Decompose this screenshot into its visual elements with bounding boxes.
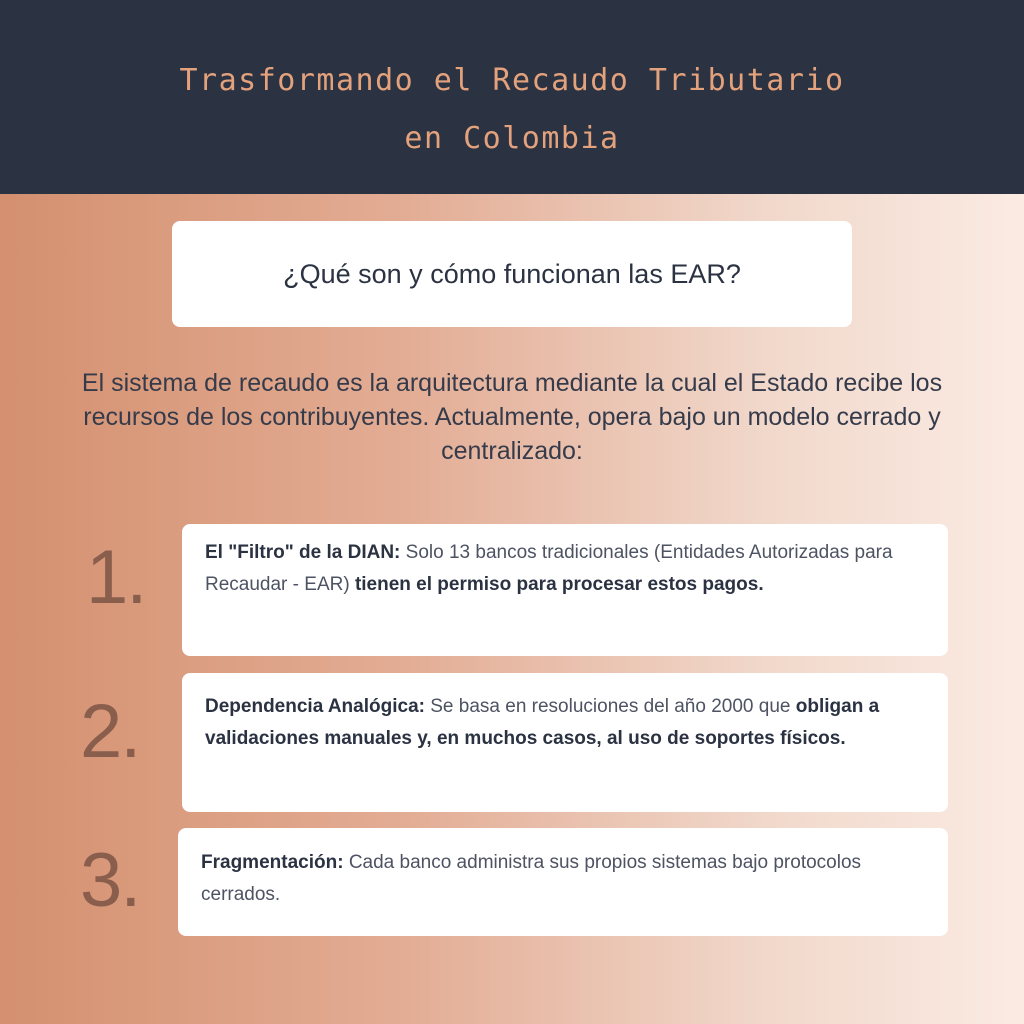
item-label-3: Fragmentación:: [201, 852, 344, 873]
item-number-1: 1.: [86, 535, 146, 620]
intro-paragraph: El sistema de recaudo es la arquitectura mediante la cual el Estado recibe los recursos de los contribuyentes. Actualmente, opera bajo un modelo cerrado y centralizado:: [81, 369, 943, 465]
title-line-2: en Colombia: [404, 121, 620, 156]
item-body-2: Se basa en resoluciones del año 2000 que: [430, 696, 791, 717]
item-number-3: 3.: [80, 838, 140, 923]
item-emphasis-2: obligan a validaciones manuales y, en muchos casos, al uso de soportes físicos.: [205, 696, 880, 749]
list-item-card-2: [182, 673, 948, 812]
subtitle-card: [172, 221, 852, 327]
item-text-2: [205, 691, 908, 755]
item-label-2: Dependencia Analógica:: [205, 696, 425, 717]
item-text-1: [205, 537, 908, 601]
list-item-card-1: [182, 524, 948, 656]
list-item-card-3: [178, 828, 948, 936]
item-label-1: El "Filtro" de la DIAN:: [205, 542, 401, 563]
page-title: [0, 52, 1024, 168]
item-number-2: 2.: [80, 689, 140, 774]
item-body-1: Solo 13 bancos tradicionales (Entidades Autorizadas para Recaudar - EAR): [205, 542, 893, 595]
title-line-1: Trasformando el Recaudo Tributario: [179, 63, 845, 98]
item-text-3: [201, 847, 908, 911]
subtitle: ¿Qué son y cómo funcionan las EAR?: [283, 258, 741, 289]
item-body-3: Cada banco administra sus propios sistemas bajo protocolos cerrados.: [201, 852, 862, 905]
item-emphasis-1: tienen el permiso para procesar estos pagos.: [354, 574, 764, 595]
header-banner: [0, 0, 1024, 194]
